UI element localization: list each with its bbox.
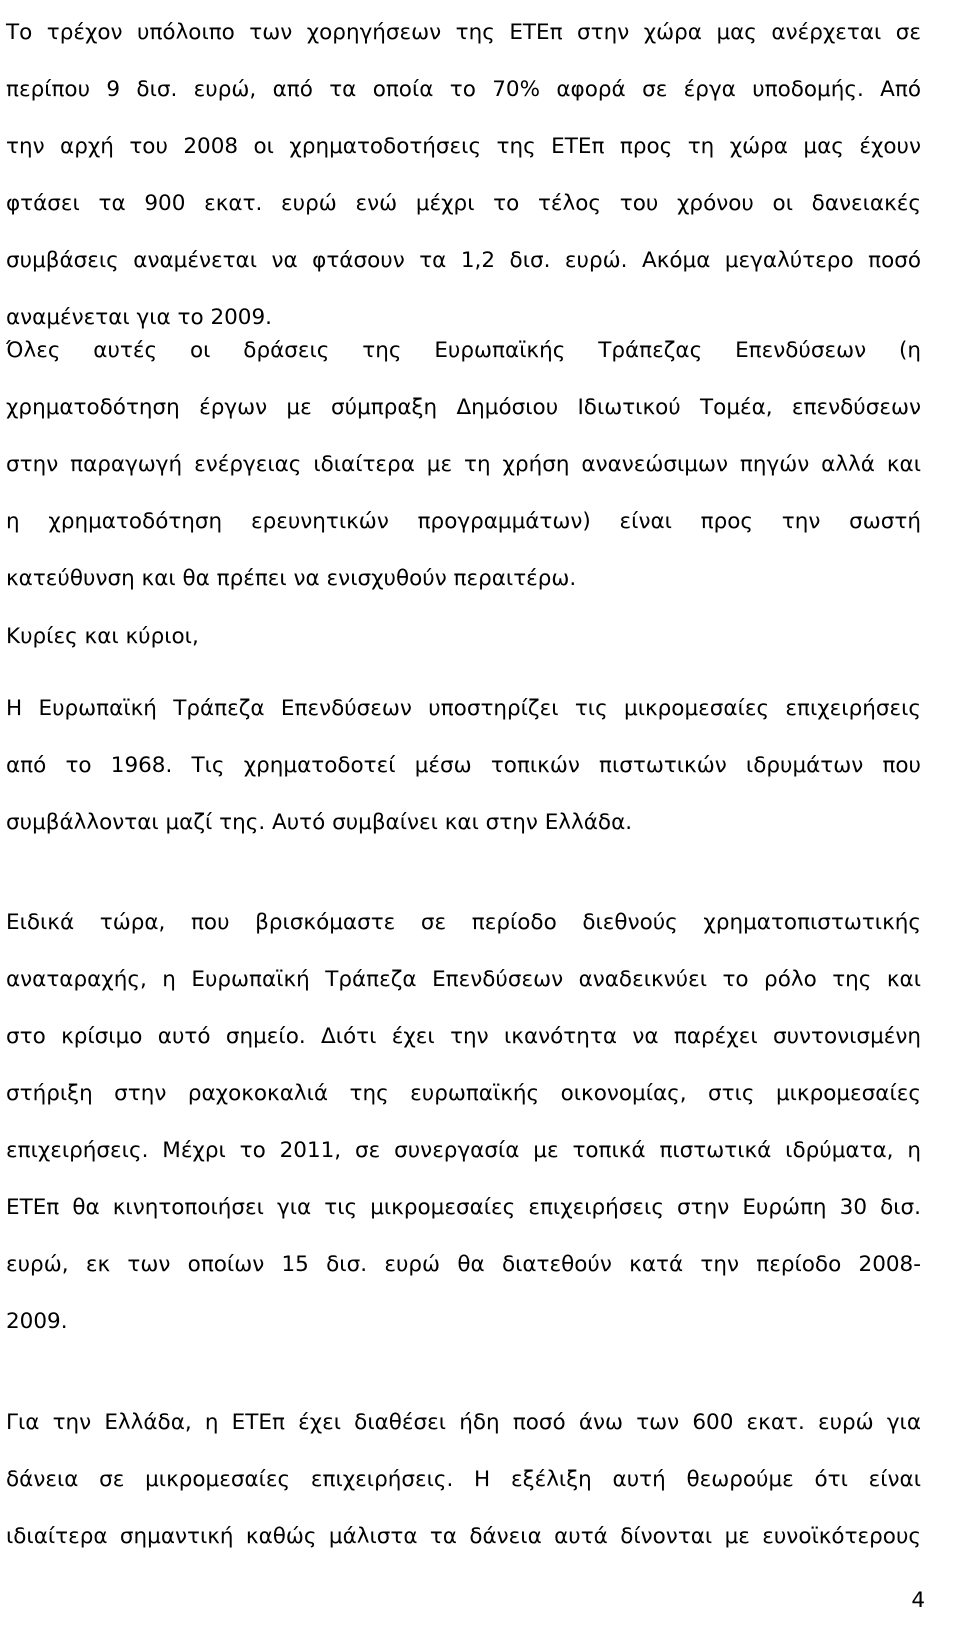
paragraph-3 bbox=[6, 608, 921, 665]
text-line: φτάσει τα 900 εκατ. ευρώ ενώ μέχρι το τέλος του χρόνου οι δανειακές bbox=[6, 191, 921, 216]
text-line: από το 1968. Τις χρηματοδοτεί μέσω τοπικών πιστωτικών ιδρυμάτων που bbox=[6, 753, 921, 778]
text-line: Όλες αυτές οι δράσεις της Ευρωπαϊκής Τράπεζας Επενδύσεων (η bbox=[6, 338, 921, 363]
text-line: Ειδικά τώρα, που βρισκόμαστε σε περίοδο διεθνούς χρηματοπιστωτικής bbox=[6, 910, 921, 935]
text-line: η χρηματοδότηση ερευνητικών προγραμμάτων) είναι προς την σωστή bbox=[6, 509, 921, 534]
text-line: χρηματοδότηση έργων με σύμπραξη Δημόσιου Ιδιωτικού Τομέα, επενδύσεων bbox=[6, 395, 921, 420]
page-number: 4 bbox=[911, 1588, 925, 1613]
text-line: συμβάλλονται μαζί της. Αυτό συμβαίνει και στην Ελλάδα. bbox=[6, 810, 633, 835]
paragraph-1 bbox=[6, 4, 921, 346]
paragraph-4 bbox=[6, 680, 921, 851]
text-line: συμβάσεις αναμένεται να φτάσουν τα 1,2 δισ. ευρώ. Ακόμα μεγαλύτερο ποσό bbox=[6, 248, 921, 273]
text-line: στο κρίσιμο αυτό σημείο. Διότι έχει την ικανότητα να παρέχει συντονισμένη bbox=[6, 1024, 921, 1049]
text-line: την αρχή του 2008 οι χρηματοδοτήσεις της ΕΤΕπ προς τη χώρα μας έχουν bbox=[6, 134, 921, 159]
text-line: Για την Ελλάδα, η ΕΤΕπ έχει διαθέσει ήδη ποσό άνω των 600 εκατ. ευρώ για bbox=[6, 1410, 921, 1435]
text-line: Κυρίες και κύριοι, bbox=[6, 624, 199, 649]
text-line: Η Ευρωπαϊκή Τράπεζα Επενδύσεων υποστηρίζει τις μικρομεσαίες επιχειρήσεις bbox=[6, 696, 921, 721]
text-line: επιχειρήσεις. Μέχρι το 2011, σε συνεργασία με τοπικά πιστωτικά ιδρύματα, η bbox=[6, 1138, 921, 1163]
text-line: Το τρέχον υπόλοιπο των χορηγήσεων της ΕΤΕπ στην χώρα μας ανέρχεται σε bbox=[6, 20, 921, 45]
paragraph-6 bbox=[6, 1394, 921, 1565]
text-line: αναταραχής, η Ευρωπαϊκή Τράπεζα Επενδύσεων αναδεικνύει το ρόλο της και bbox=[6, 967, 921, 992]
text-line: 2009. bbox=[6, 1309, 68, 1334]
text-line: στήριξη στην ραχοκοκαλιά της ευρωπαϊκής οικονομίας, στις μικρομεσαίες bbox=[6, 1081, 921, 1106]
text-line: αναμένεται για το 2009. bbox=[6, 305, 272, 330]
text-line: δάνεια σε μικρομεσαίες επιχειρήσεις. Η εξέλιξη αυτή θεωρούμε ότι είναι bbox=[6, 1467, 921, 1492]
text-line: περίπου 9 δισ. ευρώ, από τα οποία το 70% αφορά σε έργα υποδομής. Από bbox=[6, 77, 921, 102]
text-line: ευρώ, εκ των οποίων 15 δισ. ευρώ θα διατεθούν κατά την περίοδο 2008- bbox=[6, 1252, 921, 1277]
text-line: ΕΤΕπ θα κινητοποιήσει για τις μικρομεσαίες επιχειρήσεις στην Ευρώπη 30 δισ. bbox=[6, 1195, 921, 1220]
text-line: ιδιαίτερα σημαντική καθώς μάλιστα τα δάνεια αυτά δίνονται με ευνοϊκότερους bbox=[6, 1524, 921, 1549]
paragraph-2 bbox=[6, 322, 921, 607]
text-line: κατεύθυνση και θα πρέπει να ενισχυθούν περαιτέρω. bbox=[6, 566, 577, 591]
paragraph-5 bbox=[6, 894, 921, 1350]
text-line: στην παραγωγή ενέργειας ιδιαίτερα με τη χρήση ανανεώσιμων πηγών αλλά και bbox=[6, 452, 921, 477]
